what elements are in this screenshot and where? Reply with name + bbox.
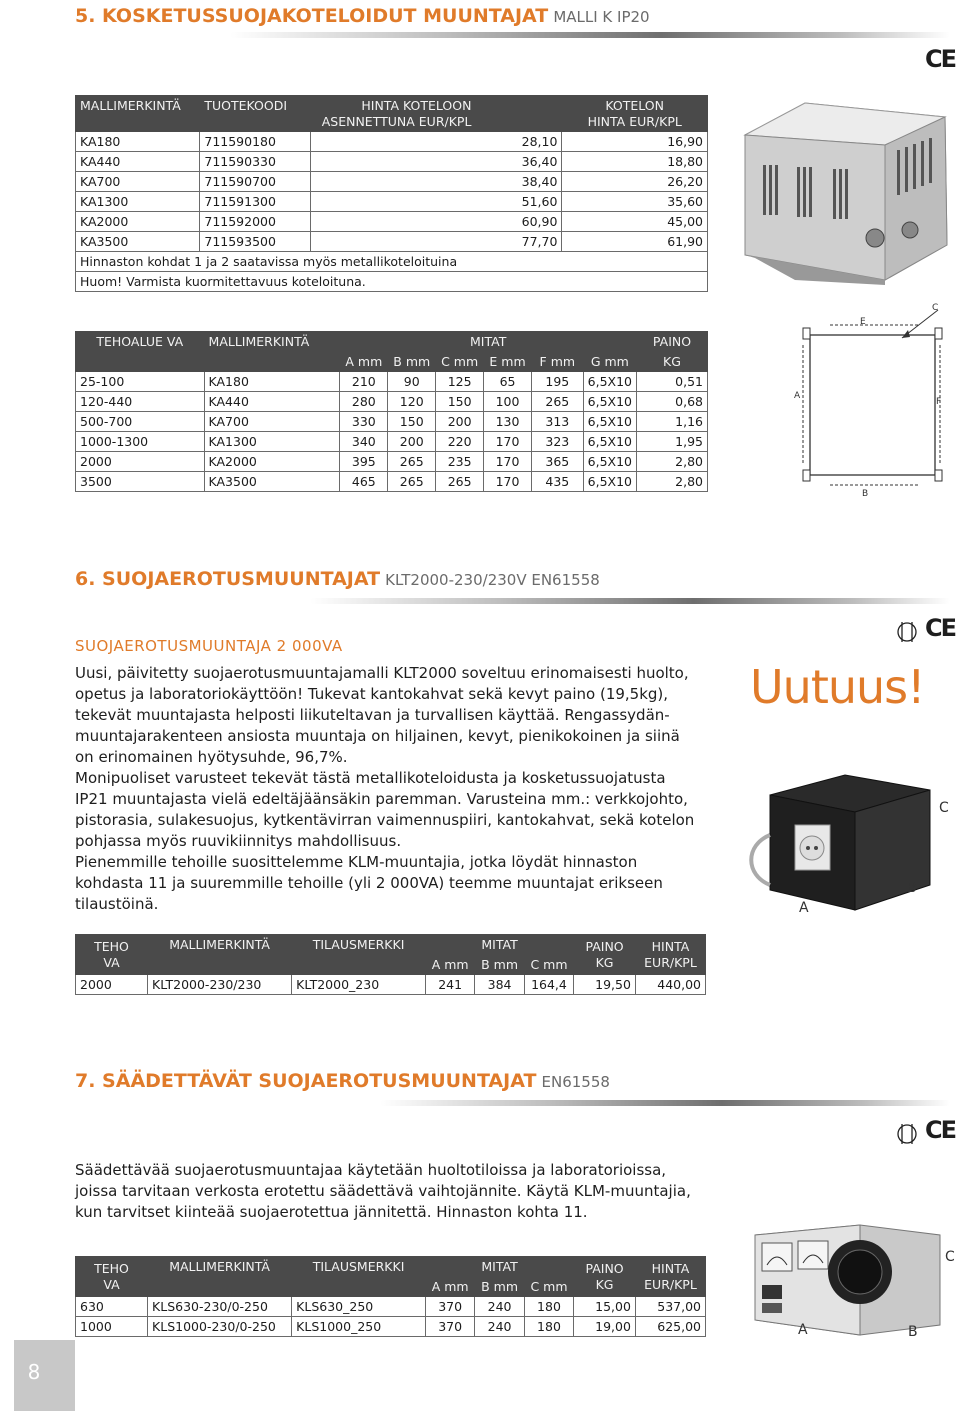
section6-title-text: 6. SUOJAEROTUSMUUNTAJAT [75,568,381,590]
table-row [76,1297,706,1317]
table-cell: 1000 [76,1317,148,1337]
table-cell: 100 [484,392,532,412]
col-price-enclosure [562,96,708,132]
body-text-line: Pienemmille tehoille suosittelemme KLM-muuntajia, jotka löydät hinnaston [75,853,638,871]
table-cell: 2000 [76,452,205,472]
protection-transformer-icon-2 [896,1120,918,1146]
col-order-code: TILAUSMERKKI [292,935,426,975]
col-order-code: TILAUSMERKKI [292,1257,426,1297]
table-cell: 0,68 [637,392,708,412]
table-row [76,132,708,152]
table-cell: 120 [388,392,436,412]
table-row [76,192,708,212]
table-cell: KLT2000-230/230 [148,975,292,995]
table-cell: KA440 [204,392,340,412]
cell-price-installed: 77,70 [310,232,562,252]
table-cell: 365 [531,452,583,472]
col-model: MALLIMERKINTÄ [148,935,292,975]
table-cell: 15,00 [574,1297,636,1317]
table-cell: KLS1000-230/0-250 [148,1317,292,1337]
cell-price-installed: 38,40 [310,172,562,192]
col-power-l1: TEHO [94,938,129,954]
table-cell: 395 [340,452,388,472]
col-price-l1: HINTA [651,1260,690,1276]
col-price-l2: EUR/KPL [644,954,697,970]
dimensions-table-enclosures [75,331,708,492]
col-power [76,935,148,975]
col-weight-l1: PAINO [585,1260,624,1276]
col-price-enclosure-l1: KOTELON [605,97,664,113]
col-dimensions: MITAT [425,1257,573,1277]
table-cell: KA1300 [204,432,340,452]
cell-price-installed: 28,10 [310,132,562,152]
ce-mark-2: CE [925,614,956,642]
table-row [76,412,708,432]
section6-subtitle: KLT2000-230/230V EN61558 [385,571,600,589]
col-price [635,935,705,975]
col-a: A mm [425,955,474,975]
enclosure-dimension-diagram [790,300,950,505]
price-table-enclosures [75,95,708,292]
section7-body [75,1160,725,1223]
table-cell: 2,80 [637,472,708,492]
table-cell: 3500 [76,472,205,492]
col-price-installed [310,96,562,132]
col-price-installed-l2: ASENNETTUNA EUR/KPL [321,113,472,129]
body-text-line: opetus ja laboratoriokäyttöön! Tukevat kantokahvat sekä kevyt paino (19,5kg), [75,685,669,703]
body-text-line: Monipuoliset varusteet tekevät tästä metallikoteloidusta ja kosketussuojatusta [75,769,666,787]
table-cell: 265 [531,392,583,412]
body-text-line: muuntajarakenteen ansiosta muuntaja on hiljainen, kevyt, pienikokoinen ja siinä [75,727,680,745]
section7-title-text: 7. SÄÄDETTÄVÄT SUOJAEROTUSMUUNTAJAT [75,1070,537,1092]
table-cell: 6,5X10 [583,432,636,452]
col-weight [574,1257,636,1297]
table-cell: 6,5X10 [583,472,636,492]
col-f: F mm [531,352,583,372]
table-cell: 6,5X10 [583,392,636,412]
table-cell: 500-700 [76,412,205,432]
table-row [76,172,708,192]
table-note-row [76,272,708,292]
section5-title-text: 5. KOSKETUSSUOJAKOTELOIDUT MUUNTAJAT [75,5,549,27]
col-dimensions: MITAT [425,935,573,955]
klt-dim-c: C [939,800,949,816]
table-cell: 125 [436,372,484,392]
col-weight: PAINO [637,332,708,352]
table-cell: 170 [484,452,532,472]
table-cell: 200 [436,412,484,432]
cell-model: KA440 [76,152,200,172]
col-power-l2: VA [103,1276,120,1292]
page-number: 8 [27,1360,41,1384]
body-text-line: kun tarvitset kiinteää suojaerotettua jännitettä. Hinnaston kohta 11. [75,1203,588,1221]
diagram-label-f: F [936,397,942,407]
cell-code: 711590700 [200,172,310,192]
col-dimensions: MITAT [340,332,637,352]
col-e: E mm [484,352,532,372]
section6-divider [310,598,950,604]
table-cell: KA180 [204,372,340,392]
col-price-enclosure-l2: HINTA EUR/KPL [587,113,682,129]
table-cell: 625,00 [635,1317,705,1337]
table-cell: 465 [340,472,388,492]
table-cell: 170 [484,432,532,452]
table-cell: 6,5X10 [583,452,636,472]
table-cell: 19,50 [574,975,636,995]
col-price-l2: EUR/KPL [644,1276,697,1292]
table-cell: 384 [475,975,524,995]
table-row [76,372,708,392]
col-power-l1: TEHO [94,1260,129,1276]
table-note: Huom! Varmista kuormitettavuus koteloituna. [76,272,708,292]
kls-dim-b: B [908,1324,918,1340]
table-cell: 323 [531,432,583,452]
section5-title [75,5,650,27]
table-cell: 200 [388,432,436,452]
section6-subhead: SUOJAEROTUSMUUNTAJA 2 000VA [75,637,343,655]
new-product-badge: Uutuus! [750,660,925,714]
cell-price-enclosure: 16,90 [562,132,708,152]
table-cell: 120-440 [76,392,205,412]
table-cell: 164,4 [524,975,573,995]
cell-price-enclosure: 35,60 [562,192,708,212]
cell-price-installed: 51,60 [310,192,562,212]
body-text-line: pohjassa myös ruuvikiinnitys mahdollisuus. [75,832,402,850]
table-cell: 240 [475,1297,524,1317]
table-cell: KA700 [204,412,340,432]
table-cell: 130 [484,412,532,432]
col-price-l1: HINTA [651,938,690,954]
cell-code: 711590330 [200,152,310,172]
table-cell: 370 [425,1317,474,1337]
col-weight [574,935,636,975]
body-text-line: joissa tarvitaan verkosta erotettu säädettävä vaihtojännite. Käytä KLM-muuntajia, [75,1182,691,1200]
table-cell: 240 [475,1317,524,1337]
col-c: C mm [436,352,484,372]
cell-code: 711590180 [200,132,310,152]
section5-divider [230,32,950,38]
cell-code: 711591300 [200,192,310,212]
table-cell: 630 [76,1297,148,1317]
table-cell: 180 [524,1297,573,1317]
table-cell: 313 [531,412,583,432]
cell-price-enclosure: 61,90 [562,232,708,252]
col-weight-l1: PAINO [585,938,624,954]
table-cell: 19,00 [574,1317,636,1337]
table-cell: 2000 [76,975,148,995]
table-row [76,432,708,452]
table-cell: 265 [436,472,484,492]
diagram-label-a: A [794,391,801,401]
col-power-l2: VA [103,954,120,970]
table-note: Hinnaston kohdat 1 ja 2 saatavissa myös metallikoteloituina [76,252,708,272]
body-text-line: pistorasia, sulakesuojus, kytkentävirran vaimennuspiiri, kantokahvat, sekä kotelon [75,811,695,829]
klt-dim-a: A [799,900,809,916]
table-cell: 440,00 [635,975,705,995]
diagram-label-b: B [862,489,869,499]
table-cell: 1000-1300 [76,432,205,452]
cell-model: KA1300 [76,192,200,212]
col-weight-l2: KG [595,954,614,970]
table-cell: 6,5X10 [583,412,636,432]
table-cell: 1,95 [637,432,708,452]
diagram-label-c: C [932,303,939,313]
table-cell: 0,51 [637,372,708,392]
table-cell: 280 [340,392,388,412]
table-cell: 210 [340,372,388,392]
col-c: C mm [524,1277,573,1297]
table-cell: 195 [531,372,583,392]
protection-transformer-icon [896,618,918,644]
table-row [76,975,706,995]
section6-body [75,663,720,915]
table-cell: 265 [388,452,436,472]
cell-code: 711593500 [200,232,310,252]
table-cell: 435 [531,472,583,492]
cell-price-enclosure: 18,80 [562,152,708,172]
table-cell: 330 [340,412,388,432]
col-model: MALLIMERKINTÄ [76,96,200,132]
section7-title [75,1070,610,1092]
cell-price-enclosure: 45,00 [562,212,708,232]
col-b: B mm [388,352,436,372]
table-row [76,232,708,252]
col-power [76,1257,148,1297]
col-a: A mm [340,352,388,372]
body-text-line: kohdasta 11 ja suuremmille tehoille (yli 2 000VA) teemme muuntajat erikseen [75,874,663,892]
body-text-line: tilaustöinä. [75,895,159,913]
col-price [635,1257,705,1297]
col-model: MALLIMERKINTÄ [204,332,340,372]
table-cell: 265 [388,472,436,492]
cell-model: KA3500 [76,232,200,252]
table-row [76,472,708,492]
table-cell: 241 [425,975,474,995]
col-b: B mm [475,955,524,975]
col-b: B mm [475,1277,524,1297]
body-text-line: Uusi, päivitetty suojaerotusmuuntajamalli KLT2000 soveltuu erinomaisesti huolto, [75,664,689,682]
table-cell: 1,16 [637,412,708,432]
table-cell: KLS1000_250 [292,1317,426,1337]
cell-price-enclosure: 26,20 [562,172,708,192]
table-cell: KLT2000_230 [292,975,426,995]
section7-subtitle: EN61558 [541,1073,610,1091]
table-cell: 90 [388,372,436,392]
table-cell: KA2000 [204,452,340,472]
klt2000-product-photo [735,760,955,920]
table-note-row [76,252,708,272]
kls-product-photo [740,1215,955,1340]
body-text-line: on erinomainen hyötysuhde, 96,7%. [75,748,348,766]
table-cell: 235 [436,452,484,472]
col-g: G mm [583,352,636,372]
table-cell: 170 [484,472,532,492]
section5-subtitle: MALLI K IP20 [553,8,650,26]
col-c: C mm [524,955,573,975]
cell-model: KA180 [76,132,200,152]
table-cell: 340 [340,432,388,452]
klt-dim-b: B [907,880,917,896]
cell-model: KA2000 [76,212,200,232]
col-weight-l2: KG [595,1276,614,1292]
kls-dim-a: A [798,1322,808,1338]
table-cell: 2,80 [637,452,708,472]
kls-dim-c: C [945,1249,955,1265]
table-row [76,152,708,172]
cell-price-installed: 36,40 [310,152,562,172]
table-cell: 537,00 [635,1297,705,1317]
enclosure-product-photo [735,95,955,295]
diagram-label-e: E [860,317,866,327]
table-cell: 180 [524,1317,573,1337]
col-a: A mm [425,1277,474,1297]
cell-model: KA700 [76,172,200,192]
table-cell: 150 [436,392,484,412]
table-cell: 25-100 [76,372,205,392]
body-text-line: IP21 muuntajasta vielä edeltäjäänsäkin paremman. Varusteina mm.: verkkojohto, [75,790,688,808]
kls-price-table [75,1256,706,1337]
ce-mark-3: CE [925,1116,956,1144]
cell-code: 711592000 [200,212,310,232]
table-row [76,212,708,232]
col-price-installed-l1: HINTA KOTELOON [361,97,472,113]
col-weight-unit: KG [637,352,708,372]
section6-title [75,568,600,590]
table-cell: 65 [484,372,532,392]
col-code: TUOTEKOODI [200,96,310,132]
table-cell: KA3500 [204,472,340,492]
col-power-range: TEHOALUE VA [76,332,205,372]
table-row [76,1317,706,1337]
table-cell: KLS630-230/0-250 [148,1297,292,1317]
body-text-line: Säädettävää suojaerotusmuuntajaa käytetään huoltotiloissa ja laboratorioissa, [75,1161,667,1179]
klt-price-table [75,934,706,995]
body-text-line: tekevät muuntajasta helposti liikuteltavan ja turvallisen käyttää. Rengassydän- [75,706,670,724]
table-cell: 220 [436,432,484,452]
table-cell: 6,5X10 [583,372,636,392]
ce-mark-1: CE [925,45,956,73]
table-row [76,392,708,412]
table-cell: 370 [425,1297,474,1317]
section7-divider [380,1100,950,1106]
cell-price-installed: 60,90 [310,212,562,232]
col-model: MALLIMERKINTÄ [148,1257,292,1297]
table-cell: 150 [388,412,436,432]
table-cell: KLS630_250 [292,1297,426,1317]
table-row [76,452,708,472]
